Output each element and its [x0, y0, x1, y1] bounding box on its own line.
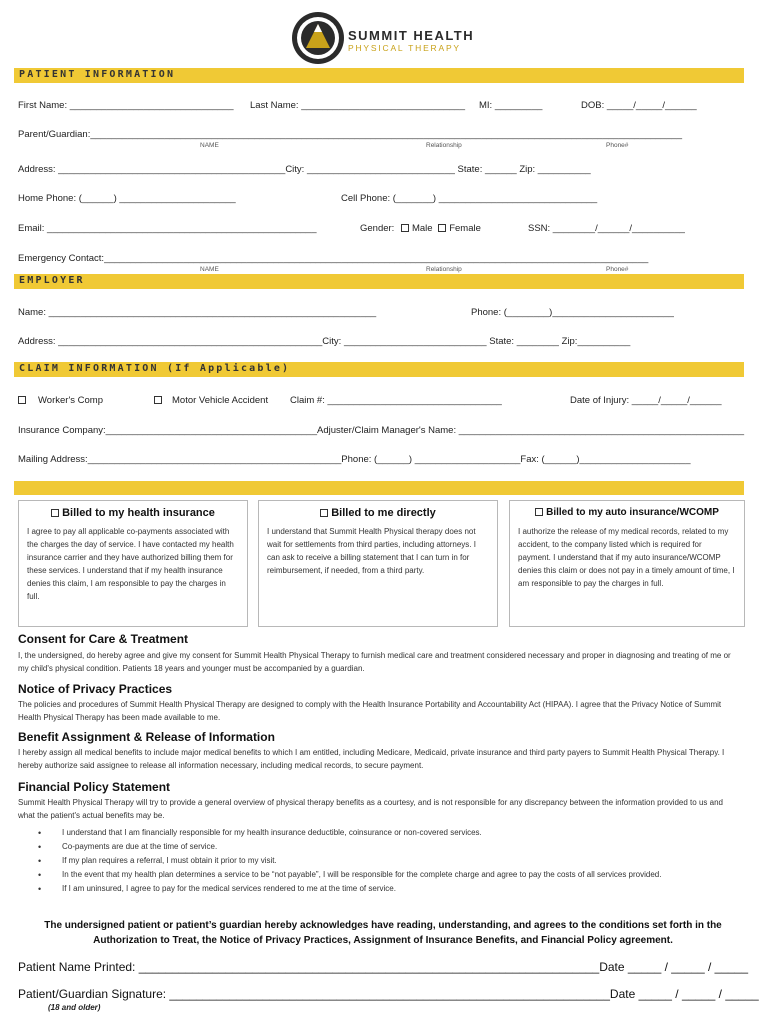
date-of-injury-field[interactable]: Date of Injury: _____/_____/______ [570, 395, 722, 406]
last-name-field[interactable]: Last Name: _______________________________ [250, 100, 466, 111]
acknowledgement-text: The undersigned patient or patient’s guardian hereby acknowledges have reading, understanding, and agrees to the conditions set forth in the Authorization to Treat, the Notice of Privacy Practices, Assignment of Insurance Benefits, and Financial Policy agreement. [44, 920, 722, 946]
ssn-field[interactable]: SSN: ________/______/__________ [528, 223, 685, 234]
female-checkbox[interactable] [438, 224, 446, 232]
list-item: • If my plan requires a referral, I must obtain it prior to my visit. [38, 854, 738, 868]
privacy-heading: Notice of Privacy Practices [18, 682, 173, 696]
billing-header-bar [14, 481, 744, 495]
benefits-heading: Benefit Assignment & Release of Information [18, 730, 275, 744]
benefits-text: I hereby assign all medical benefits to include major medical benefits to which I am entitled, including Medicare, Medicaid, private insurance and third party payers to Summit Health Physical Therapy. I hereby authorize said assignee to release all information necessary, including medical records, to secure payment. [18, 748, 725, 770]
billing-health-title: Billed to my health insurance [62, 507, 215, 519]
billing-health-checkbox[interactable] [51, 509, 59, 517]
list-item: • I understand that I am financially responsible for my health insurance deductible, coinsurance or non-covered services. [38, 826, 738, 840]
signature-age-note: (18 and older) [48, 1003, 101, 1012]
employer-header [14, 274, 744, 289]
billing-direct-box [258, 500, 498, 627]
billing-health-title-row [19, 507, 247, 519]
billing-health-insurance-box [18, 500, 248, 627]
motor-vehicle-label: Motor Vehicle Accident [172, 395, 269, 406]
billing-direct-title: Billed to me directly [331, 507, 436, 519]
list-item: • In the event that my health plan determines a service to be “not payable”, I will be responsible for the complete charge and agree to pay the costs of all services provided. [38, 868, 738, 882]
parent-guardian-field[interactable]: Parent/Guardian:________________________________________________________________________________________________________________ [18, 129, 683, 140]
financial-text: Summit Health Physical Therapy will try to provide a general overview of physical therapy benefits as a courtesy, and is not responsible for any discrepancy between the information provided to us and what the patient's actual benefits may be. [18, 798, 723, 820]
workers-comp-option [18, 395, 103, 406]
claim-info-heading: CLAIM INFORMATION (If Applicable) [19, 363, 291, 374]
claim-number-field[interactable]: Claim #: _________________________________ [290, 395, 502, 406]
list-item: • If I am uninsured, I agree to pay for the medical services rendered to me at the time of service. [38, 882, 738, 896]
patient-name-printed-field[interactable]: Patient Name Printed: _____________________________________________________________________Date _____ / _____ / _____ [18, 960, 749, 974]
parent-name-caption: NAME [200, 142, 219, 149]
logo-name-line2: PHYSICAL THERAPY [348, 43, 461, 53]
employer-phone-field[interactable]: Phone: (________)_______________________ [471, 307, 674, 318]
male-label: Male [411, 223, 433, 234]
patient-info-header [14, 68, 744, 83]
motor-vehicle-checkbox[interactable] [154, 396, 162, 404]
gender-label: Gender: [360, 223, 395, 234]
female-label: Female [449, 223, 481, 234]
insurance-company-field[interactable]: Insurance Company:________________________________________Adjuster/Claim Manager's Name: ______________________________________________________ [18, 425, 745, 436]
billing-auto-checkbox[interactable] [535, 508, 543, 516]
billing-direct-title-row [259, 507, 497, 519]
claim-info-header [14, 362, 744, 377]
workers-comp-checkbox[interactable] [18, 396, 26, 404]
parent-relationship-caption: Relationship [426, 142, 462, 149]
company-logo [292, 12, 492, 68]
parent-phone-caption: Phone# [606, 142, 629, 149]
billing-health-text: I agree to pay all applicable co-payments associated with the charges the day of service. I have contacted my health insurance carrier and they have authorized billing them for these services. I understand that if my health insurance denies this claim, I am responsible to pay the charges in full. [27, 527, 234, 601]
first-name-field[interactable]: First Name: _______________________________ [18, 100, 234, 111]
consent-heading: Consent for Care & Treatment [18, 632, 189, 646]
logo-name-line1: SUMMIT HEALTH [348, 28, 475, 43]
billing-auto-text: I authorize the release of my medical records, related to my accident, to the company listed which is required for payment. I understand that if my auto insurance/WCOMP denies this claim or does not pay in a timely amount of time, I am responsible to pay the charges in full. [518, 527, 735, 588]
financial-heading: Financial Policy Statement [18, 780, 171, 794]
emergency-relationship-caption: Relationship [426, 266, 462, 273]
billing-auto-box [509, 500, 745, 627]
emergency-contact-field[interactable]: Emergency Contact:_______________________________________________________________________________________________________ [18, 253, 649, 264]
billing-direct-checkbox[interactable] [320, 509, 328, 517]
workers-comp-label: Worker's Comp [38, 395, 103, 406]
male-checkbox[interactable] [401, 224, 409, 232]
employer-heading: EMPLOYER [19, 275, 85, 286]
employer-name-field[interactable]: Name: ______________________________________________________________ [18, 307, 377, 318]
middle-initial-field[interactable]: MI: _________ [479, 100, 543, 111]
emergency-name-caption: NAME [200, 266, 219, 273]
address-field[interactable]: Address: ___________________________________________City: ____________________________ State: ______ Zip: __________ [18, 164, 591, 175]
gender-group [360, 223, 481, 234]
patient-info-heading: PATIENT INFORMATION [19, 69, 176, 80]
billing-auto-title-row [510, 507, 744, 518]
employer-address-field[interactable]: Address: __________________________________________________City: ___________________________ State: ________ Zip:__________ [18, 336, 631, 347]
billing-auto-title: Billed to my auto insurance/WCOMP [546, 507, 719, 518]
cell-phone-field[interactable]: Cell Phone: (_______) ______________________________ [341, 193, 598, 204]
email-field[interactable]: Email: ___________________________________________________ [18, 223, 317, 234]
signature-field[interactable]: Patient/Guardian Signature: __________________________________________________________________Date _____ / _____ / _____ [18, 987, 759, 1001]
home-phone-field[interactable]: Home Phone: (______) ______________________ [18, 193, 236, 204]
privacy-text: The policies and procedures of Summit Health Physical Therapy are designed to comply with the Health Insurance Portability and Accountability Act (HIPAA). I agree that the Privacy Notice of Summit Health Physical Therapy has been made available to me. [18, 700, 722, 722]
emergency-phone-caption: Phone# [606, 266, 629, 273]
consent-text: I, the undersigned, do hereby agree and give my consent for Summit Health Physical Therapy to furnish medical care and treatment considered necessary and proper in diagnosing and treating of me or my child's physical condition. Patients 18 years and younger must be accompanied by a guardian. [18, 651, 731, 673]
list-item: • Co-payments are due at the time of service. [38, 840, 738, 854]
motor-vehicle-option [154, 395, 268, 406]
billing-direct-text: I understand that Summit Health Physical therapy does not wait for settlements from third parties, including attorneys. I can ask to receive a billing statement that I can turn in for reimbursement, if needed, from a third party. [267, 527, 476, 575]
dob-field[interactable]: DOB: _____/_____/______ [581, 100, 697, 111]
financial-bullet-list [38, 826, 738, 896]
mailing-address-field[interactable]: Mailing Address:________________________________________________Phone: (______) ____________________Fax: (______)_____________________ [18, 454, 691, 465]
mountain-logo-icon [292, 12, 344, 64]
